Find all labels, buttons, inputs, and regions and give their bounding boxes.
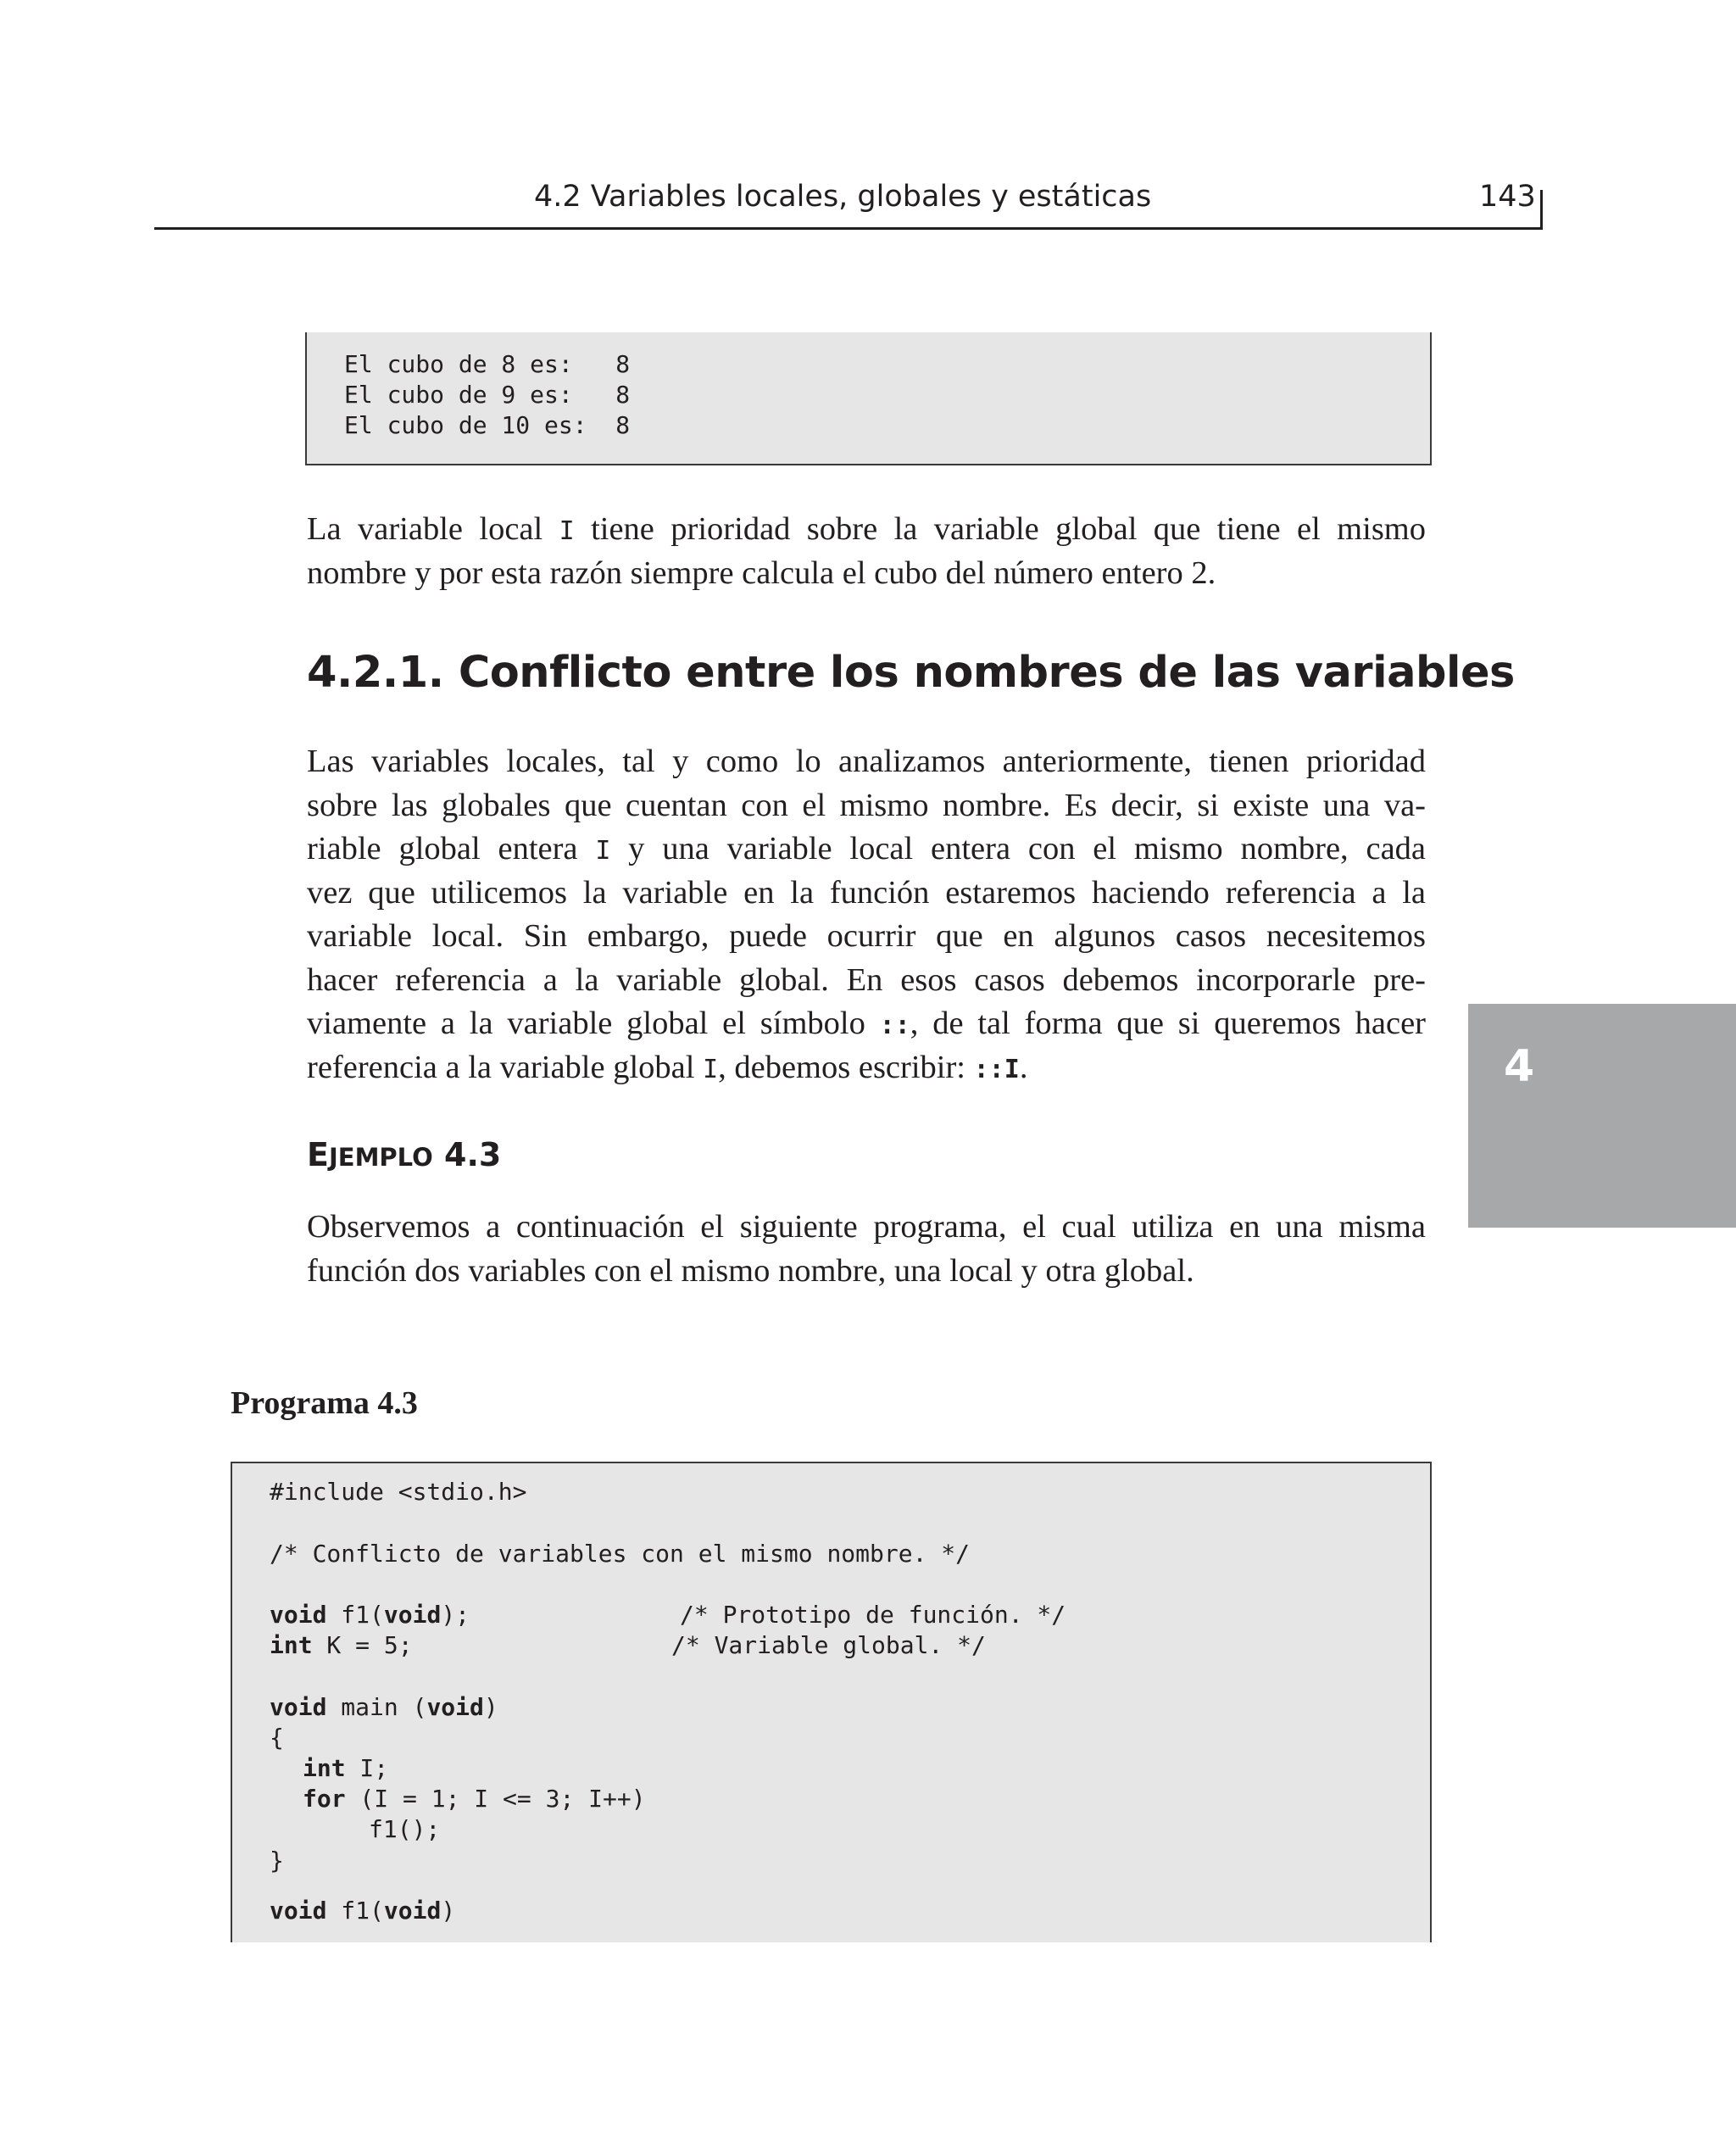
paragraph-example-intro xyxy=(307,1206,1426,1293)
text-line: Las variables locales, tal y como lo analizamos anteriormente, tienen prioridad xyxy=(307,744,1426,779)
code-line: /* Conflicto de variables con el mismo nombre. */ xyxy=(270,1540,971,1568)
output-line: El cubo de 8 es: 8 xyxy=(344,350,631,378)
example-heading: EJEMPLO 4.3 xyxy=(307,1136,502,1173)
text-line: La variable local I tiene prioridad sobre la variable global que tiene el mismo xyxy=(307,511,1427,547)
code-comment: /* Prototipo de función. */ xyxy=(680,1601,1066,1629)
code-comment: /* Variable global. */ xyxy=(671,1631,986,1659)
paragraph-local-priority xyxy=(307,508,1426,595)
paragraph-name-conflict xyxy=(307,740,1426,1091)
code-line: void f1(void) xyxy=(270,1897,456,1925)
inline-code: :: xyxy=(879,1011,910,1040)
chapter-tab xyxy=(1468,1004,1736,1228)
chapter-number: 4 xyxy=(1504,1041,1535,1092)
running-header-title: 4.2 Variables locales, globales y estáticas xyxy=(534,180,1152,214)
code-line: f1(); xyxy=(369,1815,441,1843)
code-line: #include <stdio.h> xyxy=(270,1478,527,1506)
code-line: int K = 5; xyxy=(270,1631,413,1659)
text-line: viamente a la variable global el símbolo ::, de tal forma que si queremos hacer xyxy=(307,1006,1427,1041)
inline-code: I xyxy=(559,516,575,546)
output-line: El cubo de 10 es: 8 xyxy=(344,411,631,439)
inline-code: I xyxy=(595,836,611,866)
code-line: } xyxy=(270,1847,284,1875)
program-output-block xyxy=(305,332,1432,465)
code-line: void main (void) xyxy=(270,1693,498,1721)
program-label: Programa 4.3 xyxy=(231,1385,418,1421)
output-line: El cubo de 9 es: 8 xyxy=(344,381,631,409)
inline-code: I xyxy=(703,1054,719,1084)
page-number: 143 xyxy=(1479,180,1536,214)
program-code-block xyxy=(231,1462,1432,1942)
text-line: sobre las globales que cuentan con el mismo nombre. Es decir, si existe una va- xyxy=(307,787,1426,823)
text-line: vez que utilicemos la variable en la función estaremos haciendo referencia a la xyxy=(307,874,1426,911)
text-line: función dos variables con el mismo nombre, una local y otra global. xyxy=(307,1252,1194,1289)
text-line: referencia a la variable global I, debemos escribir: ::I. xyxy=(307,1049,1028,1085)
inline-code: ::I xyxy=(973,1054,1020,1084)
header-tick xyxy=(1540,190,1543,230)
header-rule xyxy=(154,227,1543,230)
text-line: nombre y por esta razón siempre calcula el cubo del número entero 2. xyxy=(307,554,1216,591)
code-line: void f1(void); xyxy=(270,1601,470,1629)
text-line: hacer referencia a la variable global. En esos casos debemos incorporarle pre- xyxy=(307,961,1426,998)
code-line: for (I = 1; I <= 3; I++) xyxy=(303,1785,646,1813)
text-line: Observemos a continuación el siguiente programa, el cual utiliza en una misma xyxy=(307,1209,1426,1245)
text-line: riable global entera I y una variable local entera con el mismo nombre, cada xyxy=(307,831,1426,866)
text-line: variable local. Sin embargo, puede ocurrir que en algunos casos necesitemos xyxy=(307,918,1426,954)
section-heading: 4.2.1. Conflicto entre los nombres de las variables xyxy=(307,648,1515,698)
code-line: int I; xyxy=(303,1754,389,1782)
code-line: { xyxy=(270,1724,284,1752)
